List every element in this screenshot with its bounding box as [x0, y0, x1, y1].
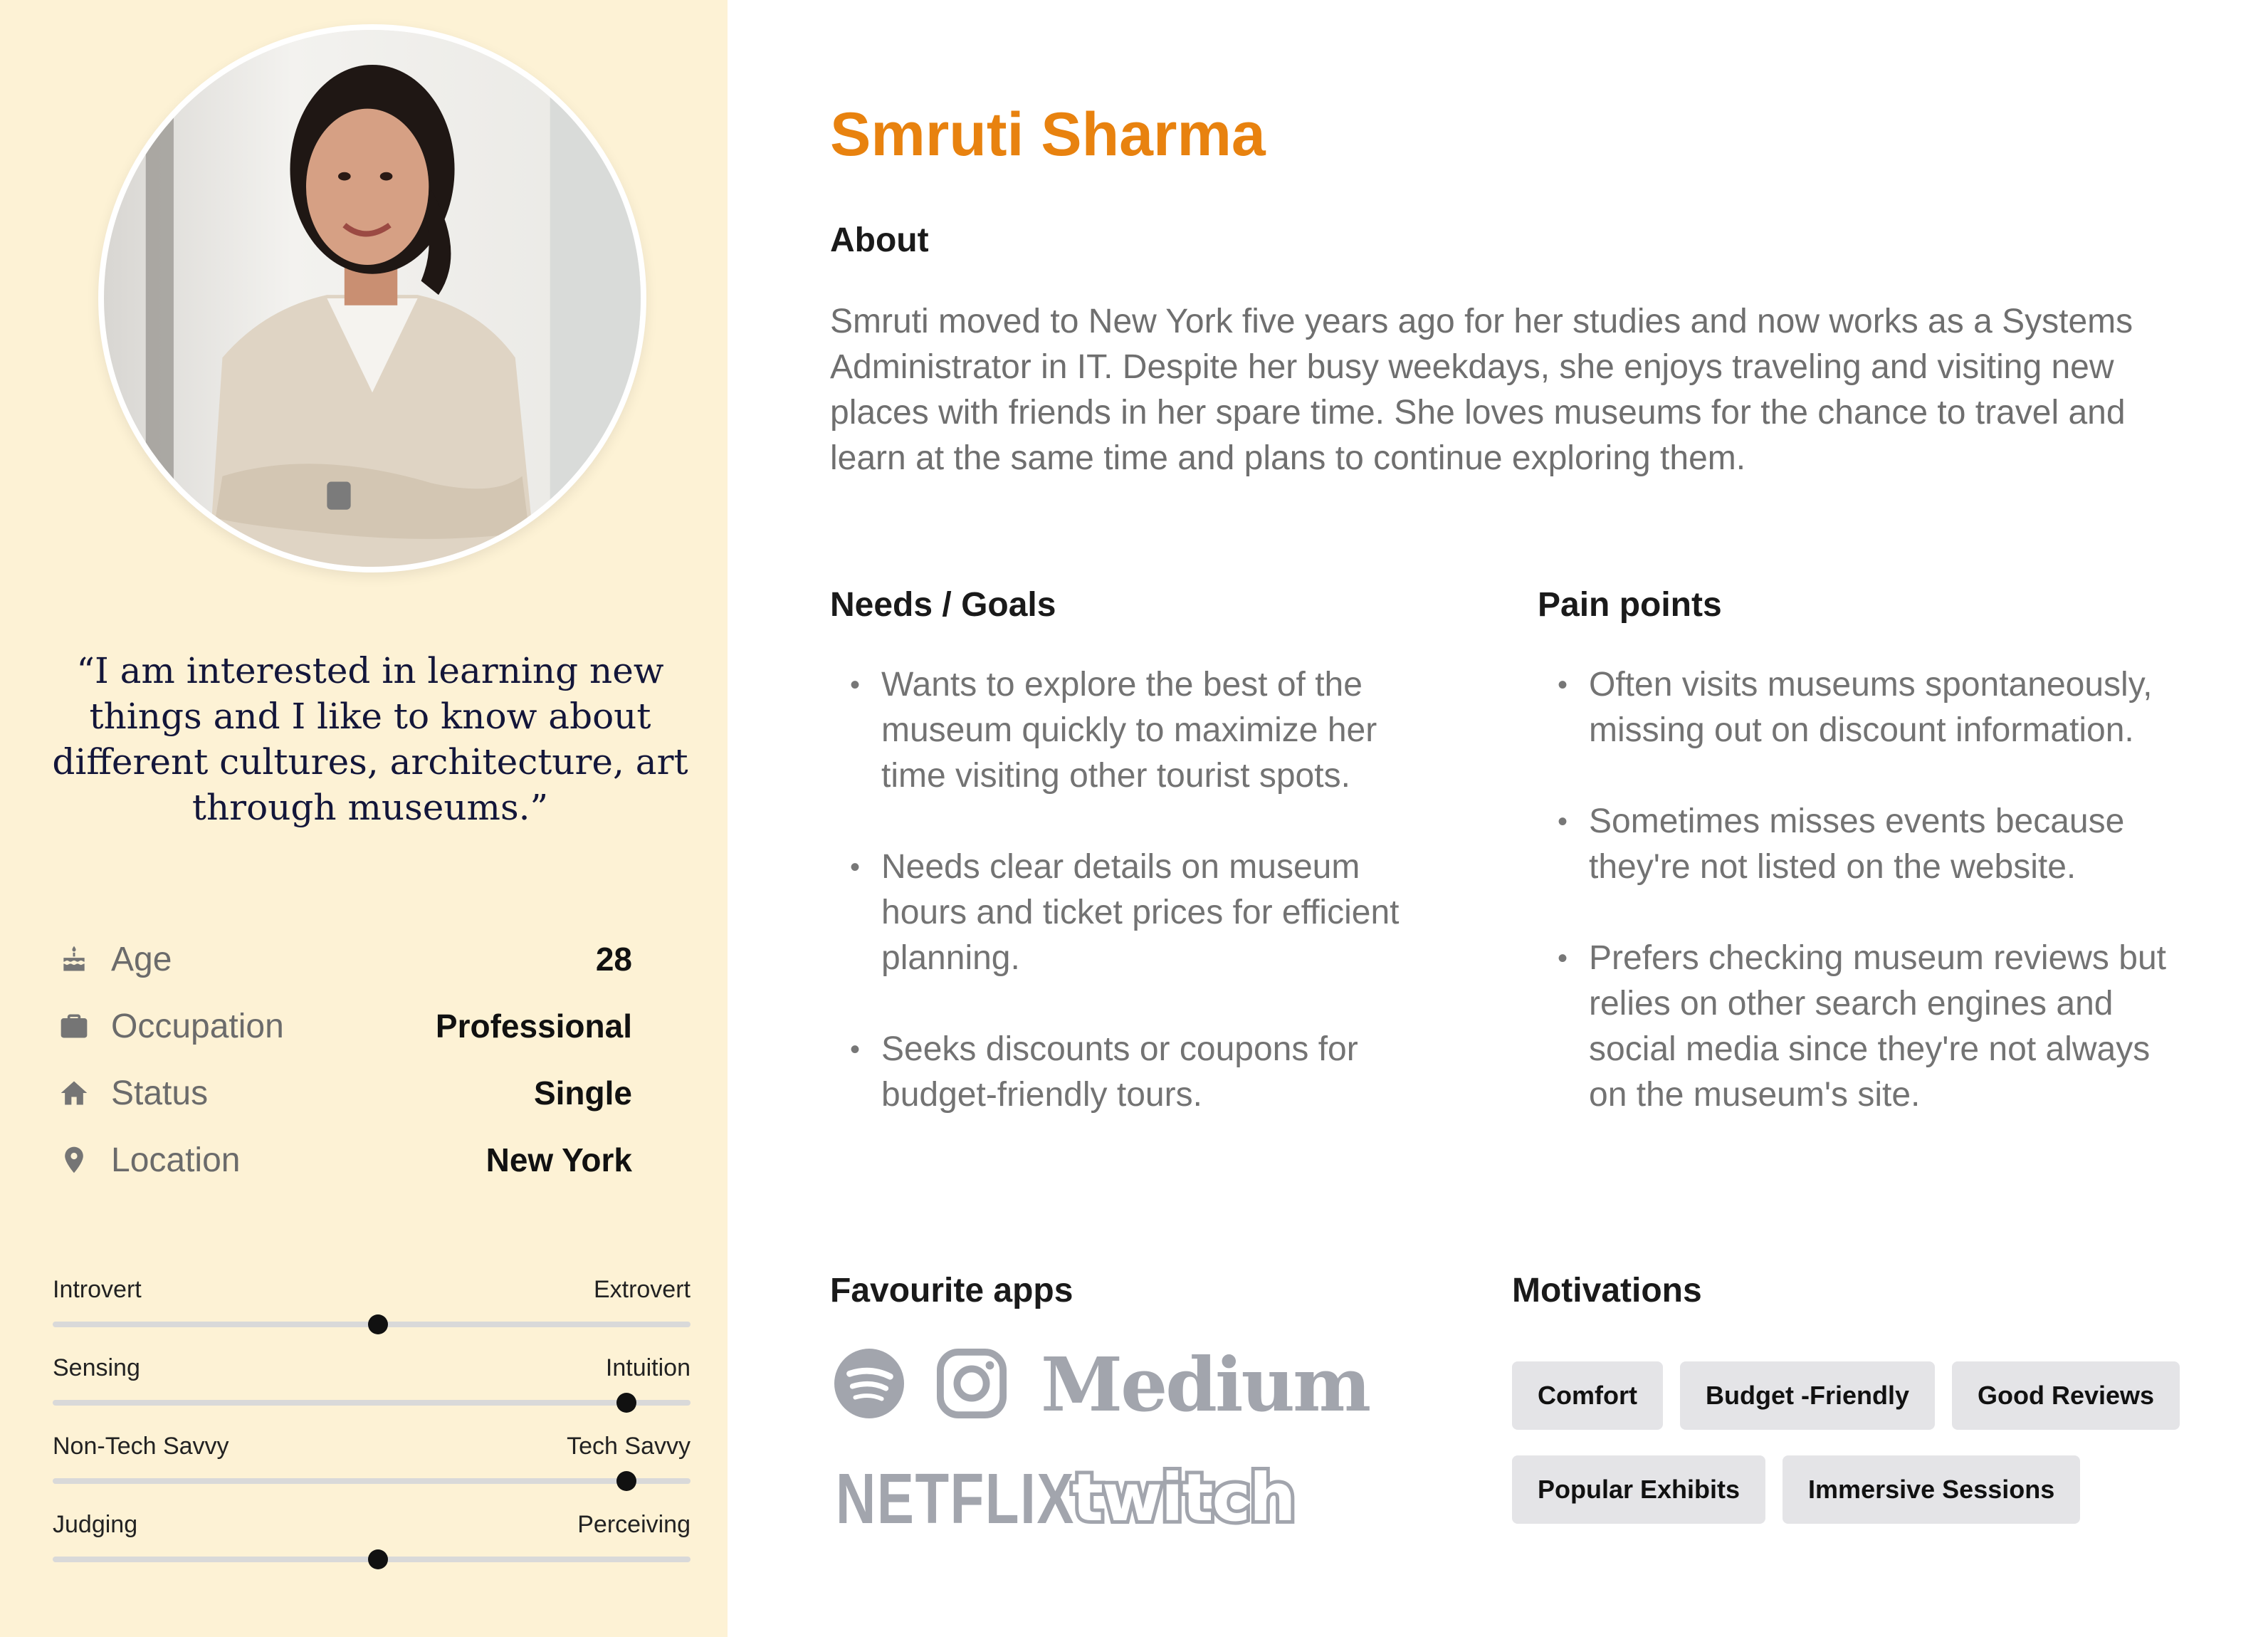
persona-name: Smruti Sharma [830, 100, 1266, 169]
trait-right-label: Extrovert [593, 1276, 691, 1303]
trait-knob [616, 1393, 636, 1413]
trait-left-label: Introvert [53, 1276, 142, 1303]
briefcase-icon [57, 1009, 91, 1043]
twitch-logo: twitch [1072, 1460, 1295, 1536]
trait-track [53, 1557, 691, 1562]
attribute-value: 28 [595, 941, 632, 978]
personality-traits [53, 1275, 691, 1588]
motivation-chips [1512, 1361, 2195, 1524]
avatar-photo [104, 30, 641, 567]
about-heading: About [830, 221, 929, 259]
cake-icon [57, 942, 91, 976]
trait-slider [53, 1431, 691, 1510]
list-item: • Seeks discounts or coupons for budget-friendly tours. [830, 1027, 1449, 1118]
trait-slider [53, 1510, 691, 1588]
attribute-label: Occupation [111, 1007, 284, 1045]
location-pin-icon [57, 1143, 91, 1177]
attribute-row-location [57, 1126, 632, 1193]
motivation-chip: Popular Exhibits [1512, 1455, 1765, 1524]
attribute-value: Single [533, 1074, 632, 1112]
list-item: • Needs clear details on museum hours and ticket prices for efficient planning. [830, 844, 1449, 981]
trait-right-label: Perceiving [577, 1511, 691, 1538]
list-item: • Sometimes misses events because they're not listed on the website. [1538, 799, 2193, 890]
motivation-chip: Comfort [1512, 1361, 1663, 1430]
motivation-chip: Good Reviews [1952, 1361, 2180, 1430]
trait-left-label: Non-Tech Savvy [53, 1433, 229, 1460]
about-text: Smruti moved to New York five years ago for her studies and now works as a Systems Administrator in IT. Despite her busy weekdays, she enjoys traveling and visiting new places with friends in her spare time. She loves museums for the chance to travel and learn at the same time and plans to continue exploring them. [830, 303, 2133, 477]
home-icon [57, 1076, 91, 1110]
spotify-icon [834, 1349, 904, 1418]
trait-track [53, 1478, 691, 1484]
trait-track [53, 1400, 691, 1406]
attribute-label: Location [111, 1141, 241, 1179]
motivation-chip: Budget -Friendly [1680, 1361, 1935, 1430]
list-item: • Prefers checking museum reviews but relies on other search engines and social media since they're not always on the museum's site. [1538, 936, 2193, 1118]
needs-goals-heading: Needs / Goals [830, 586, 1056, 624]
needs-goals-list [830, 662, 1449, 1163]
persona-quote: “I am interested in learning new things and I like to know about different cultures, architecture, art through museums.” [52, 650, 688, 828]
pain-points-list [1538, 662, 2193, 1163]
netflix-logo: NETFLIX [836, 1459, 1075, 1539]
instagram-icon [937, 1349, 1007, 1418]
attribute-list [57, 926, 632, 1193]
trait-knob [616, 1471, 636, 1491]
trait-left-label: Sensing [53, 1354, 140, 1381]
profile-panel [0, 0, 728, 1637]
attribute-row-age [57, 926, 632, 993]
avatar [98, 24, 646, 572]
attribute-row-status [57, 1060, 632, 1126]
motivations-heading: Motivations [1512, 1272, 1702, 1309]
attribute-value: New York [485, 1141, 632, 1178]
favourite-apps-heading: Favourite apps [830, 1272, 1073, 1309]
attribute-value: Professional [435, 1008, 632, 1045]
trait-slider [53, 1275, 691, 1353]
attribute-row-occupation [57, 993, 632, 1060]
attribute-label: Status [111, 1074, 209, 1112]
list-item: • Often visits museums spontaneously, missing out on discount information. [1538, 662, 2193, 753]
pain-points-heading: Pain points [1538, 586, 1722, 624]
attribute-label: Age [111, 940, 172, 978]
medium-logo: Medium [1041, 1341, 1370, 1428]
trait-knob [368, 1314, 388, 1334]
trait-right-label: Tech Savvy [567, 1433, 691, 1460]
favourite-apps [830, 1339, 1370, 1552]
trait-right-label: Intuition [605, 1354, 691, 1381]
trait-slider [53, 1353, 691, 1431]
trait-left-label: Judging [53, 1511, 138, 1538]
trait-knob [368, 1549, 388, 1569]
motivation-chip: Immersive Sessions [1783, 1455, 2080, 1524]
list-item: • Wants to explore the best of the museum quickly to maximize her time visiting other tourist spots. [830, 662, 1449, 799]
trait-track [53, 1322, 691, 1327]
